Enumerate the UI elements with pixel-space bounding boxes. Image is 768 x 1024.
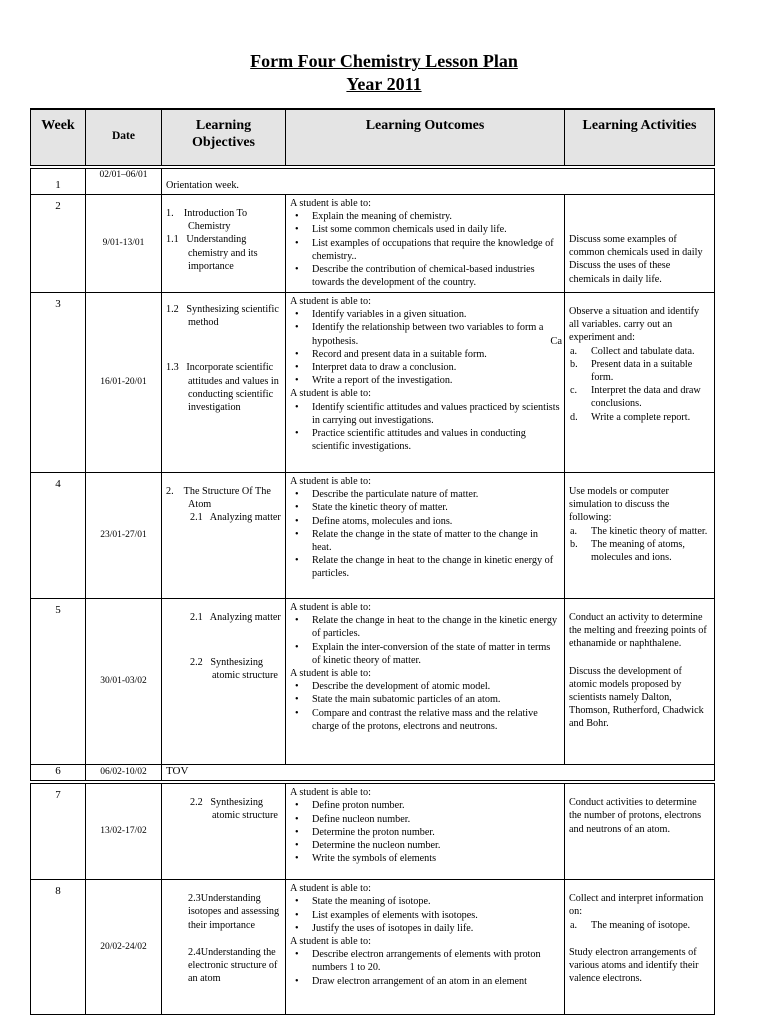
header-activities: Learning Activities — [565, 109, 715, 166]
week-number: 6 — [31, 765, 86, 781]
header-outcomes: Learning Outcomes — [286, 109, 565, 166]
outcome-item: • Explain the inter-conversion of the state of matter in terms of kinetic theory of matter. — [312, 641, 560, 667]
outcome-item: • Identify scientific attitudes and values practiced by scientists in carrying out investigations. — [312, 401, 560, 427]
table-row — [31, 293, 715, 473]
outcomes-cell — [286, 880, 565, 1015]
outcomes-cell — [286, 473, 565, 599]
activity-item: a. Collect and tabulate data. — [591, 345, 710, 358]
date-range: 06/02-10/02 — [86, 765, 162, 781]
outcome-item: • Draw electron arrangement of an atom in an element — [312, 975, 560, 988]
outcome-item: • Identify the relationship between two variables to form a hypothesis. — [312, 321, 560, 347]
activities-cell — [565, 784, 715, 880]
objective-item: 2.1 Analyzing matter — [190, 612, 281, 623]
objective-item: 2. The Structure Of The Atom — [166, 486, 271, 511]
date-range: 9/01-13/01 — [86, 195, 162, 293]
objective-item: 2.4Understanding the electronic structure of an atom — [188, 946, 278, 985]
objective-item: 1.2 Synthesizing scientific method — [166, 304, 279, 329]
document-title-block — [0, 50, 768, 96]
objectives-cell — [162, 599, 286, 765]
outcome-item: • Practice scientific attitudes and values in conducting scientific investigations. — [312, 427, 560, 453]
outcome-item: • Explain the meaning of chemistry. — [312, 210, 560, 223]
outcome-item: • State the meaning of isotope. — [312, 895, 560, 908]
outcome-item: • Describe the contribution of chemical-based industries towards the development of the country. — [312, 263, 560, 289]
outcome-item: • Record and present data in a suitable form. — [312, 348, 560, 361]
activity-item: d. Write a complete report. — [591, 411, 710, 424]
objective-item: 2.3Understanding isotopes and assessing their importance — [188, 893, 280, 931]
objectives-cell — [162, 473, 286, 599]
outcome-item: • Compare and contrast the relative mass and the relative charge of the protons, electrons and neutrons. — [312, 707, 560, 733]
week-number: 8 — [31, 880, 86, 1015]
activity-item: b. The meaning of atoms, molecules and ions. — [591, 538, 710, 564]
outcomes-cell — [286, 784, 565, 880]
objective-item: 1. Introduction To Chemistry — [166, 208, 248, 233]
outcome-item: • Interpret data to draw a conclusion. — [312, 361, 560, 374]
date-range: 20/02-24/02 — [86, 880, 162, 1015]
activity-item: a. The kinetic theory of matter. — [591, 525, 710, 538]
table-row — [31, 169, 715, 195]
activities-cell — [565, 293, 715, 473]
outcome-item: • State the kinetic theory of matter. — [312, 501, 560, 514]
activity-paragraph: Conduct an activity to determine the melting and freezing points of ethanamide or naphthalene. — [569, 612, 707, 650]
date-range: 02/01–06/01 — [86, 169, 162, 195]
date-range: 13/02-17/02 — [86, 784, 162, 880]
outcome-item: • List examples of occupations that require the knowledge of chemistry.. — [312, 237, 560, 263]
objective-item: 2.2 Synthesizing atomic structure — [190, 657, 278, 682]
outcomes-cell — [286, 195, 565, 293]
outcome-item: • List examples of elements with isotopes. — [312, 909, 560, 922]
outcomes-lead: A student is able to: — [290, 476, 371, 487]
outcomes-lead: A student is able to: — [290, 296, 371, 307]
week-number: 7 — [31, 784, 86, 880]
activity-item: b. Present data in a suitable form. — [591, 358, 710, 384]
activity-paragraph: Study electron arrangements of various atoms and identify their valence electrons. — [569, 946, 699, 985]
table-row — [31, 784, 715, 880]
outcome-item: • Relate the change in the state of matter to the change in heat. — [312, 528, 560, 554]
outcomes-lead: A student is able to: — [290, 198, 371, 209]
activity-item: c. Interpret the data and draw conclusions. — [591, 384, 710, 410]
table-row — [31, 195, 715, 293]
header-week: Week — [31, 109, 86, 166]
outcomes-cell — [286, 293, 565, 473]
objectives-cell — [162, 784, 286, 880]
date-range: 30/01-03/02 — [86, 599, 162, 765]
week-number: 4 — [31, 473, 86, 599]
activity-intro: Observe a situation and identify all variables. carry out an experiment and: — [569, 306, 700, 344]
outcomes-cell — [286, 599, 565, 765]
activity-intro: Use models or computer simulation to discuss the following: — [569, 486, 670, 524]
outcome-item: • Write a report of the investigation. — [312, 374, 560, 387]
objective-item: 2.2 Synthesizing atomic structure — [190, 797, 278, 822]
table-row — [31, 765, 715, 781]
week-number: 3 — [31, 293, 86, 473]
outcome-item: • Define nucleon number. — [312, 813, 560, 826]
objective-item: 2.1 Analyzing matter — [190, 512, 281, 524]
activity-paragraph: Conduct activities to determine the number of protons, electrons and neutrons of an atom. — [569, 797, 702, 835]
outcome-item: • Determine the nucleon number. — [312, 839, 560, 852]
objective-item: 1.3 Incorporate scientific attitudes and values in conducting scientific investigation — [166, 362, 279, 414]
outcomes-lead: A student is able to: — [290, 668, 371, 680]
activities-cell — [565, 599, 715, 765]
outcome-item: • Write the symbols of elements — [312, 852, 560, 865]
table-row — [31, 880, 715, 1015]
outcomes-lead: A student is able to: — [290, 883, 371, 895]
outcome-item: • Describe the particulate nature of matter. — [312, 488, 560, 501]
date-range: 23/01-27/01 — [86, 473, 162, 599]
outcome-item: • Define atoms, molecules and ions. — [312, 515, 560, 528]
outcome-item: • Relate the change in heat to the change in kinetic energy of particles. — [312, 554, 560, 580]
outcome-item: • Identify variables in a given situation. — [312, 308, 560, 321]
week-number: 2 — [31, 195, 86, 293]
header-row — [31, 109, 715, 166]
lesson-plan-table — [30, 108, 715, 1015]
activities-cell: Discuss some examples of common chemicals used in daily Discuss the uses of these chemicals in daily life. — [565, 195, 715, 293]
activities-cell — [565, 473, 715, 599]
activity-paragraph: Discuss the development of atomic models proposed by scientists namely Dalton, Thomson, Rutherford, Chadwick and Bohr. — [569, 665, 704, 730]
header-objectives: Learning Objectives — [162, 109, 286, 166]
objectives-cell — [162, 293, 286, 473]
orientation-note: Orientation week. — [162, 169, 715, 195]
page-title: Form Four Chemistry Lesson Plan — [250, 51, 518, 71]
outcomes-lead: A student is able to: — [290, 936, 371, 948]
objective-item: 1.1 Understanding chemistry and its importance — [166, 234, 258, 272]
activities-cell — [565, 880, 715, 1015]
page-subtitle-year: Year 2011 — [346, 74, 422, 94]
activity-item: a. The meaning of isotope. — [591, 919, 710, 932]
outcome-item: • Describe the development of atomic model. — [312, 680, 560, 693]
header-date: Date — [86, 109, 162, 166]
outcomes-lead: A student is able to: — [290, 602, 371, 613]
activity-intro: Collect and interpret information on: — [569, 893, 704, 918]
date-range: 16/01-20/01 — [86, 293, 162, 473]
outcome-item: • Justify the uses of isotopes in daily life. — [312, 922, 560, 935]
outcomes-lead: A student is able to: — [290, 388, 371, 400]
table-row — [31, 473, 715, 599]
table-row — [31, 599, 715, 765]
outcome-item: • Define proton number. — [312, 799, 560, 812]
outcome-item: • Describe electron arrangements of elements with proton numbers 1 to 20. — [312, 948, 560, 974]
objectives-cell — [162, 195, 286, 293]
outcome-item: • Relate the change in heat to the change in the kinetic energy of particles. — [312, 614, 560, 640]
stray-text: Ca — [550, 336, 562, 347]
outcome-item: • List some common chemicals used in daily life. — [312, 223, 560, 236]
week-number: 1 — [31, 169, 86, 195]
objectives-cell — [162, 880, 286, 1015]
week-number: 5 — [31, 599, 86, 765]
outcome-item: • Determine the proton number. — [312, 826, 560, 839]
tov-note: TOV — [162, 765, 715, 781]
outcomes-lead: A student is able to: — [290, 787, 371, 799]
outcome-item: • State the main subatomic particles of an atom. — [312, 693, 560, 706]
